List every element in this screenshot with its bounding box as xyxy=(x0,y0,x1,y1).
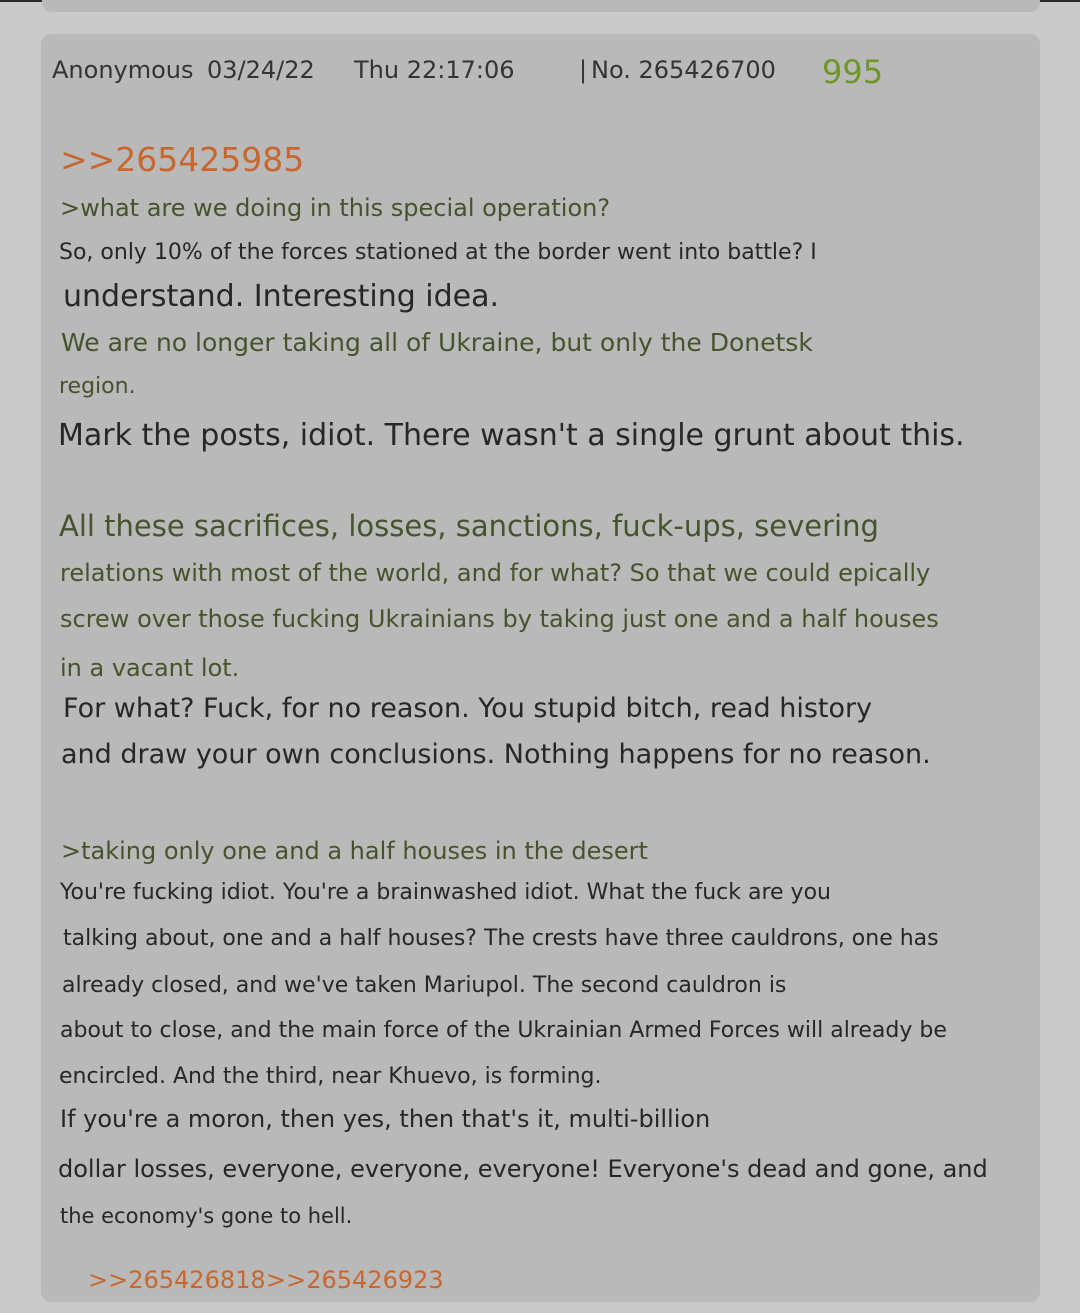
post-text-line: We are no longer taking all of Ukraine, but only the Donetsk xyxy=(61,328,813,357)
quote-link[interactable]: >>265425985 xyxy=(60,140,305,179)
backlink[interactable]: >>265426923 xyxy=(266,1266,444,1294)
backlink[interactable]: >>265426818 xyxy=(88,1266,266,1294)
post-text-line: So, only 10% of the forces stationed at the border went into battle? I xyxy=(59,240,817,265)
post-text-line: understand. Interesting idea. xyxy=(63,279,500,314)
post-text-line: If you're a moron, then yes, then that's it, multi-billion xyxy=(60,1105,711,1133)
post-text-line: about to close, and the main force of the Ukrainian Armed Forces will already be xyxy=(60,1018,947,1043)
post-text-line: already closed, and we've taken Mariupol. The second cauldron is xyxy=(62,973,787,998)
post-text-line: and draw your own conclusions. Nothing happens for no reason. xyxy=(61,739,931,770)
post-text-line: screw over those fucking Ukrainians by taking just one and a half houses xyxy=(60,605,939,633)
reply-count: 995 xyxy=(822,53,884,91)
greentext-line: >what are we doing in this special operation? xyxy=(60,194,611,222)
post-card xyxy=(41,34,1040,1302)
post-time: Thu 22:17:06 xyxy=(354,56,515,84)
post-text-line: the economy's gone to hell. xyxy=(60,1204,353,1228)
post-text-line: You're fucking idiot. You're a brainwashed idiot. What the fuck are you xyxy=(60,880,831,905)
poster-name: Anonymous xyxy=(52,56,194,84)
post-text-line: All these sacrifices, losses, sanctions, fuck-ups, severing xyxy=(59,509,879,543)
greentext-line: >taking only one and a half houses in the desert xyxy=(61,837,648,865)
post-text-line: For what? Fuck, for no reason. You stupid bitch, read history xyxy=(63,693,873,724)
post-number-link[interactable]: No. 265426700 xyxy=(591,56,776,84)
post-text-line: Mark the posts, idiot. There wasn't a single grunt about this. xyxy=(58,418,965,453)
previous-post-card xyxy=(42,0,1040,12)
header-divider: | xyxy=(579,56,588,84)
post-text-line: dollar losses, everyone, everyone, everyone! Everyone's dead and gone, and xyxy=(58,1155,988,1183)
post-text-line: region. xyxy=(59,374,136,399)
post-text-line: in a vacant lot. xyxy=(60,654,240,682)
post-text-line: relations with most of the world, and for what? So that we could epically xyxy=(60,559,931,587)
post-text-line: encircled. And the third, near Khuevo, is forming. xyxy=(59,1064,602,1089)
post-date: 03/24/22 xyxy=(207,56,315,84)
post-text-line: talking about, one and a half houses? The crests have three cauldrons, one has xyxy=(63,926,939,951)
